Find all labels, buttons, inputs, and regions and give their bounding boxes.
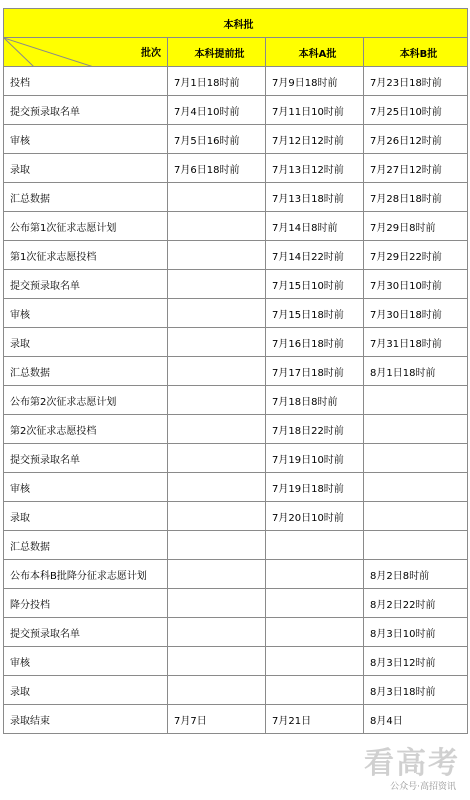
batch-b-cell — [364, 531, 468, 560]
early-batch-cell: 7月1日18时前 — [168, 67, 266, 96]
col-header-batch-b: 本科B批 — [364, 38, 468, 67]
early-batch-cell — [168, 618, 266, 647]
early-batch-cell — [168, 560, 266, 589]
batch-b-cell: 7月31日18时前 — [364, 328, 468, 357]
table-row — [4, 241, 468, 270]
table-row — [4, 357, 468, 386]
row-item-cell: 录取 — [4, 328, 168, 357]
table-row — [4, 386, 468, 415]
early-batch-cell — [168, 241, 266, 270]
batch-b-cell: 8月3日10时前 — [364, 618, 468, 647]
row-item-cell: 第1次征求志愿投档 — [4, 241, 168, 270]
batch-a-cell: 7月12日12时前 — [266, 125, 364, 154]
batch-b-cell — [364, 502, 468, 531]
batch-a-cell: 7月15日10时前 — [266, 270, 364, 299]
row-item-cell: 录取 — [4, 154, 168, 183]
batch-a-cell: 7月17日18时前 — [266, 357, 364, 386]
row-item-cell: 提交预录取名单 — [4, 444, 168, 473]
diagonal-header-cell — [4, 38, 168, 67]
early-batch-cell — [168, 357, 266, 386]
batch-a-cell: 7月13日12时前 — [266, 154, 364, 183]
batch-b-cell: 7月29日22时前 — [364, 241, 468, 270]
early-batch-cell — [168, 386, 266, 415]
batch-a-cell — [266, 589, 364, 618]
table-row — [4, 415, 468, 444]
batch-b-cell — [364, 473, 468, 502]
batch-a-cell: 7月15日18时前 — [266, 299, 364, 328]
batch-b-cell: 7月30日10时前 — [364, 270, 468, 299]
table-row — [4, 560, 468, 589]
row-item-cell: 审核 — [4, 647, 168, 676]
table-row — [4, 125, 468, 154]
row-item-cell: 审核 — [4, 473, 168, 502]
early-batch-cell — [168, 183, 266, 212]
batch-a-cell — [266, 618, 364, 647]
early-batch-cell — [168, 676, 266, 705]
row-item-cell: 审核 — [4, 125, 168, 154]
batch-b-cell: 7月23日18时前 — [364, 67, 468, 96]
batch-a-cell: 7月18日22时前 — [266, 415, 364, 444]
batch-a-cell: 7月16日18时前 — [266, 328, 364, 357]
row-item-cell: 公布第2次征求志愿计划 — [4, 386, 168, 415]
row-item-cell: 录取 — [4, 502, 168, 531]
header-row — [4, 38, 468, 67]
batch-a-cell — [266, 531, 364, 560]
batch-b-cell: 7月30日18时前 — [364, 299, 468, 328]
early-batch-cell: 7月6日18时前 — [168, 154, 266, 183]
batch-b-cell: 7月29日8时前 — [364, 212, 468, 241]
batch-b-cell: 7月27日12时前 — [364, 154, 468, 183]
batch-b-cell: 7月28日18时前 — [364, 183, 468, 212]
batch-a-cell: 7月19日10时前 — [266, 444, 364, 473]
row-item-cell: 录取 — [4, 676, 168, 705]
table-row — [4, 676, 468, 705]
table-row — [4, 589, 468, 618]
table-row — [4, 531, 468, 560]
table-row — [4, 618, 468, 647]
early-batch-cell — [168, 531, 266, 560]
batch-a-cell: 7月19日18时前 — [266, 473, 364, 502]
batch-b-cell: 8月2日8时前 — [364, 560, 468, 589]
table-row — [4, 444, 468, 473]
batch-b-cell — [364, 415, 468, 444]
batch-b-cell: 7月26日12时前 — [364, 125, 468, 154]
row-item-cell: 汇总数据 — [4, 357, 168, 386]
early-batch-cell — [168, 299, 266, 328]
row-item-cell: 公布本科B批降分征求志愿计划 — [4, 560, 168, 589]
row-item-cell: 汇总数据 — [4, 531, 168, 560]
early-batch-cell: 7月5日16时前 — [168, 125, 266, 154]
early-batch-cell — [168, 270, 266, 299]
row-item-cell: 提交预录取名单 — [4, 270, 168, 299]
row-item-cell: 录取结束 — [4, 705, 168, 734]
batch-a-cell: 7月11日10时前 — [266, 96, 364, 125]
row-item-cell: 第2次征求志愿投档 — [4, 415, 168, 444]
batch-a-cell: 7月21日 — [266, 705, 364, 734]
table-title: 本科批 — [4, 9, 468, 38]
table-row — [4, 473, 468, 502]
early-batch-cell: 7月4日10时前 — [168, 96, 266, 125]
title-row — [4, 9, 468, 38]
early-batch-cell — [168, 647, 266, 676]
batch-b-cell: 8月4日 — [364, 705, 468, 734]
table-row — [4, 67, 468, 96]
batch-a-cell: 7月14日22时前 — [266, 241, 364, 270]
batch-a-cell — [266, 560, 364, 589]
batch-a-cell: 7月18日8时前 — [266, 386, 364, 415]
batch-b-cell: 8月3日12时前 — [364, 647, 468, 676]
watermark-caption: 公众号·高招资讯 — [390, 782, 456, 792]
early-batch-cell — [168, 328, 266, 357]
table-row — [4, 154, 468, 183]
early-batch-cell — [168, 473, 266, 502]
row-item-cell: 提交预录取名单 — [4, 618, 168, 647]
watermark-logo: 看高考 — [364, 746, 460, 781]
row-item-cell: 审核 — [4, 299, 168, 328]
row-item-cell: 公布第1次征求志愿计划 — [4, 212, 168, 241]
table-row — [4, 270, 468, 299]
table-row — [4, 705, 468, 734]
table-row — [4, 502, 468, 531]
col-header-batch-a: 本科A批 — [266, 38, 364, 67]
row-item-cell: 降分投档 — [4, 589, 168, 618]
early-batch-cell — [168, 589, 266, 618]
early-batch-cell: 7月7日 — [168, 705, 266, 734]
table-row — [4, 212, 468, 241]
batch-a-cell: 7月9日18时前 — [266, 67, 364, 96]
batch-b-cell: 8月1日18时前 — [364, 357, 468, 386]
batch-b-cell: 8月3日18时前 — [364, 676, 468, 705]
batch-a-cell — [266, 647, 364, 676]
batch-b-cell — [364, 444, 468, 473]
early-batch-cell — [168, 502, 266, 531]
batch-b-cell: 7月25日10时前 — [364, 96, 468, 125]
batch-a-cell: 7月13日18时前 — [266, 183, 364, 212]
batch-a-cell — [266, 676, 364, 705]
batch-b-cell — [364, 386, 468, 415]
early-batch-cell — [168, 444, 266, 473]
row-item-cell: 汇总数据 — [4, 183, 168, 212]
batch-label: 批次 — [141, 48, 161, 59]
table-row — [4, 328, 468, 357]
admission-schedule-table — [3, 8, 468, 734]
table-row — [4, 299, 468, 328]
batch-a-cell: 7月20日10时前 — [266, 502, 364, 531]
early-batch-cell — [168, 212, 266, 241]
table-row — [4, 647, 468, 676]
row-item-cell: 投档 — [4, 67, 168, 96]
row-item-cell: 提交预录取名单 — [4, 96, 168, 125]
batch-b-cell: 8月2日22时前 — [364, 589, 468, 618]
table-row — [4, 183, 468, 212]
col-header-early: 本科提前批 — [168, 38, 266, 67]
batch-a-cell: 7月14日8时前 — [266, 212, 364, 241]
early-batch-cell — [168, 415, 266, 444]
table-row — [4, 96, 468, 125]
